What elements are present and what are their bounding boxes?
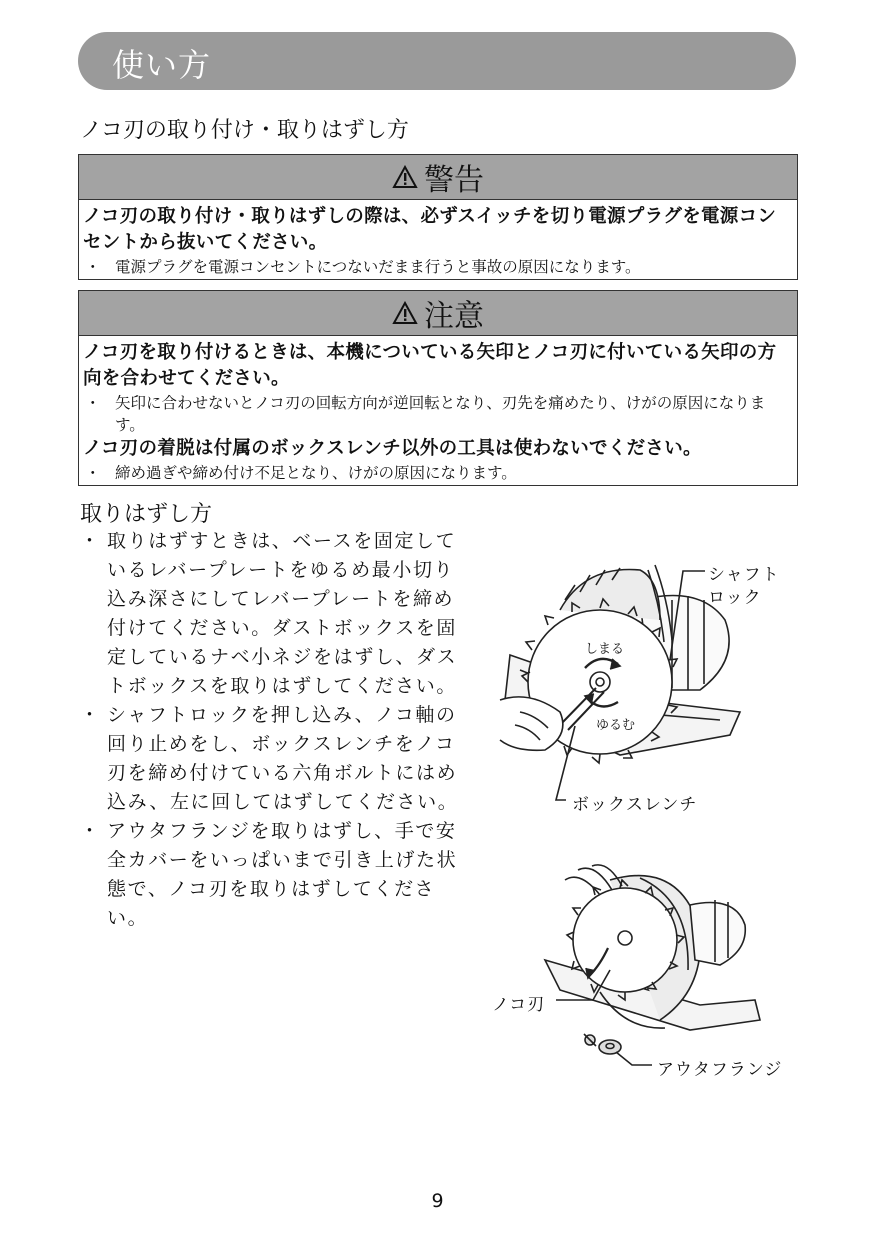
tighten-label: しまる (585, 642, 625, 657)
step-text-2: シャフトロックを押し込み、ノコ軸の回り止めをし、ボックスレンチをノコ刃を締め付けている六角ボルトにはめ込み、左に回してはずしてください。 (107, 704, 459, 813)
caution-bold-text-1: ノコ刃を取り付けるときは、本機についている矢印とノコ刃に付いている矢印の方向を合わせてください。 (83, 342, 777, 389)
page-number: 9 (431, 1190, 444, 1212)
caution-heading-text: 注意 (424, 299, 484, 334)
blade-label: ノコ刃 (492, 995, 546, 1015)
shaft-lock-label-2: ロック (708, 588, 762, 608)
warning-bold-text: ノコ刃の取り付け・取りはずしの際は、必ずスイッチを切り電源プラグを電源コンセントから抜いてください。 (83, 206, 777, 253)
outer-flange-label: アウタフランジ (657, 1060, 783, 1080)
step-text-3: アウタフランジを取りはずし、手で安全カバーをいっぱいまで引き上げた状態で、ノコ刃を取りはずしてください。 (107, 820, 458, 929)
caution-bold-text-2: ノコ刃の着脱は付属のボックスレンチ以外の工具は使わないでください。 (83, 438, 702, 459)
bullet-mark: ・ (85, 258, 101, 276)
section-title: ノコ刃の取り付け・取りはずし方 (80, 118, 409, 143)
header-title: 使い方 (112, 46, 212, 84)
caution-bullet-text-2: 締め過ぎや締め付け不足となり、けがの原因になります。 (115, 464, 517, 482)
bullet-mark: ・ (80, 530, 101, 552)
bullet-mark: ・ (80, 704, 101, 726)
warning-bullet-text: 電源プラグを電源コンセントにつないだまま行うと事故の原因になります。 (115, 258, 641, 276)
box-wrench-label: ボックスレンチ (572, 795, 698, 815)
bullet-mark: ・ (85, 464, 101, 482)
bullet-mark: ・ (80, 820, 101, 842)
warning-heading-text: 警告 (424, 163, 484, 198)
step-text-1: 取りはずすときは、ベースを固定しているレバープレートをゆるめ最小切り込み深さにしてレバープレートを締め付けてください。ダストボックスを固定しているナベ小ネジをはずし、ダストボックスを取りはずしてください。 (107, 530, 458, 697)
saw-illustration-2 (545, 865, 760, 1065)
loosen-label: ゆるむ (596, 718, 636, 733)
bullet-mark: ・ (85, 394, 101, 412)
saw-illustration-1 (500, 565, 740, 800)
shaft-lock-label-1: シャフト (708, 565, 780, 585)
caution-bullet-text-1: 矢印に合わせないとノコ刃の回転方向が逆回転となり、刃先を痛めたり、けがの原因になります。 (115, 394, 766, 434)
removal-title: 取りはずし方 (80, 502, 213, 527)
